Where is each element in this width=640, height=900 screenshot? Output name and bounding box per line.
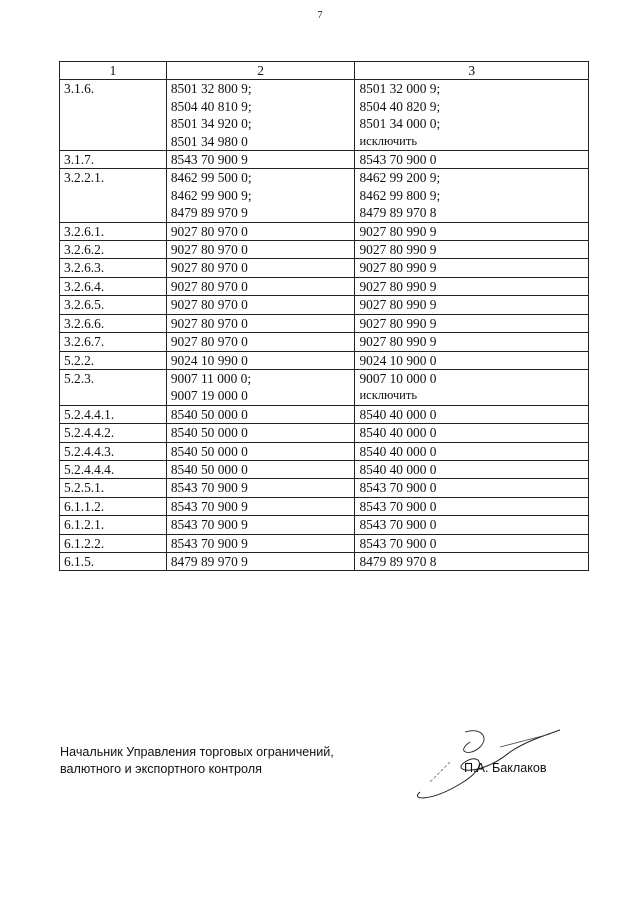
old-code-cell (166, 424, 355, 442)
code-line: 8501 34 920 0; (170, 116, 252, 132)
code-line: 9027 80 990 9 (359, 260, 437, 276)
code-line: 8501 32 000 9; (359, 81, 441, 97)
old-code-cell (166, 241, 355, 259)
item-number-cell: 5.2.4.4.2. (60, 424, 167, 442)
new-code-cell (355, 552, 589, 570)
item-number-cell: 3.2.6.5. (60, 296, 167, 314)
code-line: 9027 80 990 9 (359, 297, 437, 313)
table-row (60, 516, 589, 534)
old-code-cell (166, 552, 355, 570)
column-header: 1 (60, 62, 167, 80)
new-code-cell (355, 405, 589, 423)
code-line: 9027 80 970 0 (170, 334, 248, 350)
new-code-cell (355, 169, 589, 222)
code-line: 8540 40 000 0 (359, 443, 437, 459)
code-line: 8540 40 000 0 (359, 425, 437, 441)
item-number-cell: 6.1.5. (60, 552, 167, 570)
table-header-row (60, 62, 589, 80)
old-code-cell (166, 442, 355, 460)
new-code-cell (355, 277, 589, 295)
table-row (60, 296, 589, 314)
table-row (60, 277, 589, 295)
new-code-cell (355, 80, 589, 151)
code-line: 9027 80 990 9 (359, 315, 437, 331)
old-code-cell (166, 222, 355, 240)
table-row (60, 369, 589, 405)
new-code-cell (355, 460, 589, 478)
code-line: 8540 40 000 0 (359, 406, 437, 422)
table-row (60, 259, 589, 277)
position-line: валютного и экспортного контроля (60, 762, 262, 776)
table-row (60, 314, 589, 332)
old-code-cell (166, 277, 355, 295)
table-row (60, 169, 589, 222)
column-header: 3 (355, 62, 589, 80)
code-line: 8543 70 900 9 (170, 517, 248, 533)
code-line: 9027 80 990 9 (359, 278, 437, 294)
code-line: 8504 40 820 9; (359, 98, 441, 114)
item-number-cell: 6.1.1.2. (60, 497, 167, 515)
code-line: 9027 80 970 0 (170, 315, 248, 331)
item-number-cell: 3.2.6.4. (60, 277, 167, 295)
code-line: 8462 99 900 9; (170, 187, 252, 203)
old-code-cell (166, 80, 355, 151)
code-line: 8504 40 810 9; (170, 98, 252, 114)
table-row (60, 460, 589, 478)
item-number-cell: 3.1.7. (60, 151, 167, 169)
code-line: 8543 70 900 9 (170, 498, 248, 514)
item-number-cell: 6.1.2.1. (60, 516, 167, 534)
table-row (60, 442, 589, 460)
code-line: 8543 70 900 9 (170, 535, 248, 551)
code-line: 9027 80 990 9 (359, 223, 437, 239)
item-number-cell: 5.2.4.4.4. (60, 460, 167, 478)
table-row (60, 351, 589, 369)
new-code-cell (355, 442, 589, 460)
old-code-cell (166, 497, 355, 515)
old-code-cell (166, 479, 355, 497)
code-line: 9027 80 990 9 (359, 242, 437, 258)
code-line: 9024 10 990 0 (170, 352, 248, 368)
page-number: 7 (317, 10, 323, 21)
old-code-cell (166, 259, 355, 277)
item-number-cell: 5.2.2. (60, 351, 167, 369)
code-line: 8540 50 000 0 (170, 461, 248, 477)
code-line: 9027 80 970 0 (170, 297, 248, 313)
new-code-cell (355, 296, 589, 314)
old-code-cell (166, 333, 355, 351)
code-line: 9027 80 970 0 (170, 223, 248, 239)
old-code-cell (166, 405, 355, 423)
item-number-cell: 3.2.6.2. (60, 241, 167, 259)
table-row (60, 151, 589, 169)
table-row (60, 534, 589, 552)
code-line: 8543 70 900 9 (170, 152, 248, 168)
old-code-cell (166, 369, 355, 405)
code-line: 8479 89 970 8 (359, 205, 437, 221)
code-line: 9007 19 000 0 (170, 388, 248, 404)
code-line: 8462 99 800 9; (359, 187, 441, 203)
old-code-cell (166, 169, 355, 222)
code-line: 8540 50 000 0 (170, 425, 248, 441)
signatory-position (60, 744, 334, 778)
code-line: 9027 80 990 9 (359, 334, 437, 350)
new-code-cell (355, 259, 589, 277)
table-row (60, 497, 589, 515)
code-line: 8501 32 800 9; (170, 81, 252, 97)
code-line: 8540 50 000 0 (170, 443, 248, 459)
new-code-cell (355, 369, 589, 405)
code-line: 9027 80 970 0 (170, 278, 248, 294)
code-line: 9024 10 900 0 (359, 352, 437, 368)
signer-name: П.А. Баклаков (464, 761, 547, 775)
code-line: 9027 80 970 0 (170, 260, 248, 276)
code-line: 8540 50 000 0 (170, 406, 248, 422)
new-code-cell (355, 351, 589, 369)
item-number-cell: 3.2.6.7. (60, 333, 167, 351)
column-header: 2 (166, 62, 355, 80)
code-line: 8543 70 900 0 (359, 480, 437, 496)
item-number-cell: 3.2.6.1. (60, 222, 167, 240)
code-line: 8462 99 500 0; (170, 170, 252, 186)
code-line: 8543 70 900 9 (170, 480, 248, 496)
new-code-cell (355, 151, 589, 169)
code-line: 8479 89 970 9 (170, 553, 248, 569)
new-code-cell (355, 479, 589, 497)
code-line: 9007 11 000 0; (170, 370, 252, 386)
old-code-cell (166, 314, 355, 332)
table-row (60, 241, 589, 259)
table-row (60, 80, 589, 151)
table-row (60, 405, 589, 423)
new-code-cell (355, 222, 589, 240)
table-body (60, 80, 589, 571)
table-row (60, 333, 589, 351)
item-number-cell: 3.2.2.1. (60, 169, 167, 222)
table-row (60, 424, 589, 442)
codes-table (59, 61, 589, 571)
code-line: 8479 89 970 9 (170, 205, 248, 221)
new-code-cell (355, 534, 589, 552)
new-code-cell (355, 516, 589, 534)
new-code-cell (355, 424, 589, 442)
code-line: 8543 70 900 0 (359, 535, 437, 551)
item-number-cell: 5.2.4.4.1. (60, 405, 167, 423)
item-number-cell: 5.2.4.4.3. (60, 442, 167, 460)
old-code-cell (166, 460, 355, 478)
code-line: 9007 10 000 0 (359, 370, 437, 386)
code-line: 8543 70 900 0 (359, 498, 437, 514)
item-number-cell: 6.1.2.2. (60, 534, 167, 552)
item-number-cell: 3.2.6.6. (60, 314, 167, 332)
table-row (60, 479, 589, 497)
old-code-cell (166, 151, 355, 169)
item-number-cell: 5.2.3. (60, 369, 167, 405)
item-number-cell: 5.2.5.1. (60, 479, 167, 497)
old-code-cell (166, 516, 355, 534)
position-line: Начальник Управления торговых ограничений, (60, 745, 334, 759)
old-code-cell (166, 351, 355, 369)
new-code-cell (355, 314, 589, 332)
old-code-cell (166, 534, 355, 552)
code-line: 8543 70 900 0 (359, 517, 437, 533)
code-line: 8479 89 970 8 (359, 553, 437, 569)
code-line: 8501 34 980 0 (170, 133, 248, 149)
code-line: 8543 70 900 0 (359, 152, 437, 168)
table-row (60, 222, 589, 240)
new-code-cell (355, 497, 589, 515)
code-line: 8501 34 000 0; (359, 116, 441, 132)
code-line: 9027 80 970 0 (170, 242, 248, 258)
table-row (60, 552, 589, 570)
new-code-cell (355, 333, 589, 351)
code-line: 8540 40 000 0 (359, 461, 437, 477)
old-code-cell (166, 296, 355, 314)
item-number-cell: 3.1.6. (60, 80, 167, 151)
code-line: 8462 99 200 9; (359, 170, 441, 186)
code-line: исключить (359, 388, 418, 403)
new-code-cell (355, 241, 589, 259)
item-number-cell: 3.2.6.3. (60, 259, 167, 277)
code-line: исключить (359, 133, 418, 148)
